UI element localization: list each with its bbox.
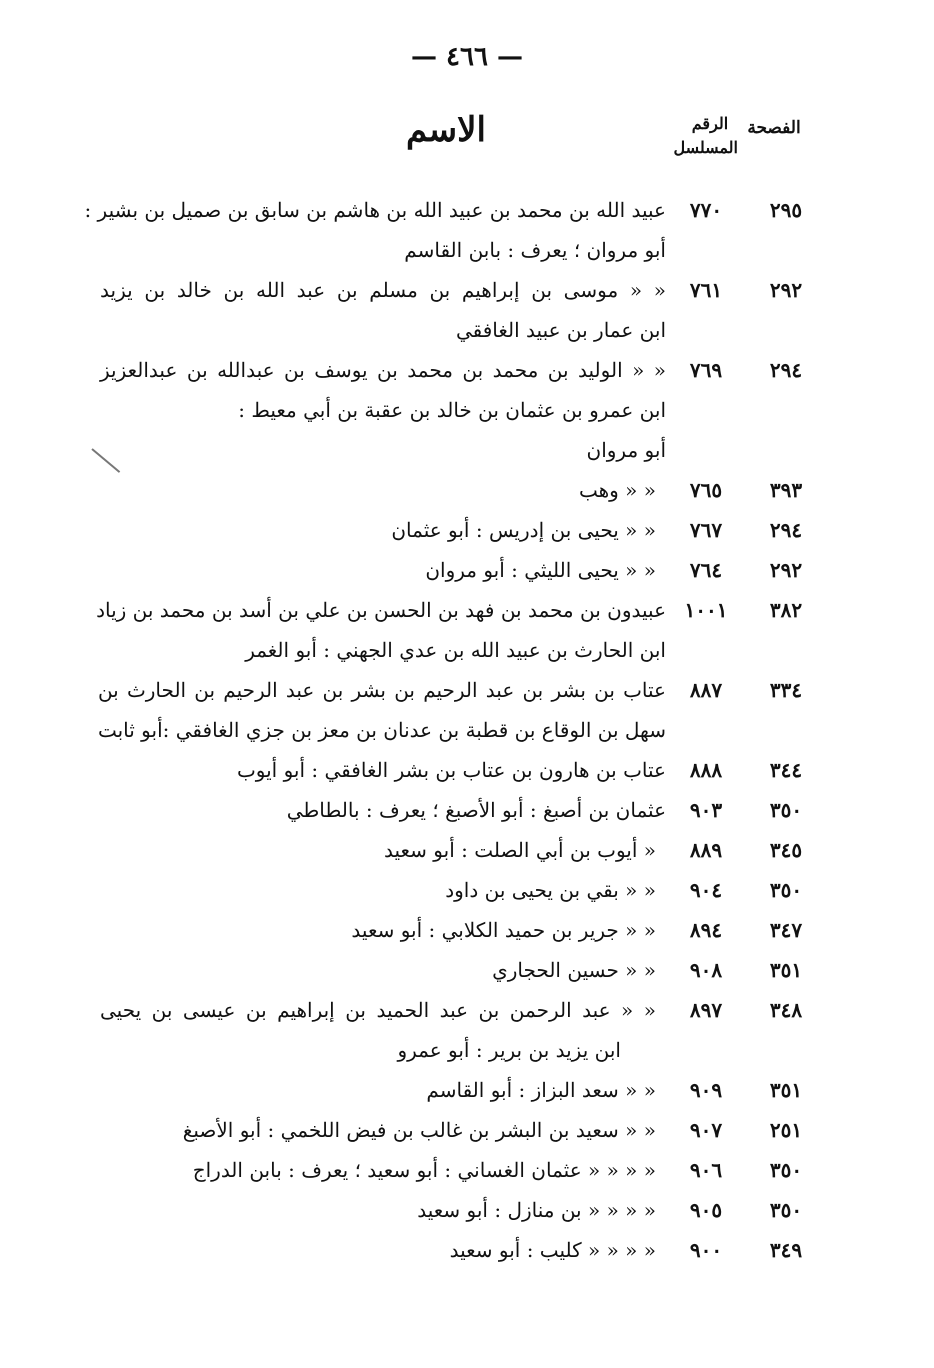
name-cell: [100, 350, 666, 470]
serial-cell: ٩٠٨: [689, 958, 723, 982]
name-line: ابن عمار بن عبيد الغافقي: [455, 318, 666, 342]
name-line: « « جرير بن حميد الكلابي : أبو سعيد: [351, 918, 656, 942]
serial-cell: ٧٦١: [689, 278, 723, 302]
page-cell: ٣٩٣: [769, 478, 803, 502]
serial-cell: ٩٠٧: [689, 1118, 723, 1142]
serial-cell: ٨٩٧: [689, 998, 723, 1022]
name-cell: [98, 670, 666, 750]
index-row: [100, 870, 826, 910]
name-line: « « سعيد بن البشر بن غالب بن فيض اللخمي : أبو الأصبغ: [182, 1118, 656, 1142]
page-cell: ٣٥٠: [769, 798, 803, 822]
page-cell: ٣٥١: [769, 1078, 803, 1102]
index-row: [100, 350, 826, 470]
name-line: أبو مروان: [586, 438, 666, 462]
name-line: « « « « عثمان الغساني : أبو سعيد ؛ يعرف : بابن الدراج: [192, 1158, 656, 1182]
name-cell: [96, 590, 666, 670]
page-cell: ٣٥١: [769, 958, 803, 982]
page-cell: ٢٩٢: [769, 278, 803, 302]
name-line: « « بقي بن يحيى بن داود: [445, 878, 656, 902]
index-row: [100, 270, 826, 350]
serial-cell: ٧٦٥: [689, 478, 723, 502]
name-line: « « الوليد بن محمد بن محمد بن يوسف بن عبدالله بن عبدالعزيز: [100, 358, 666, 382]
page-cell: ٢٥١: [769, 1118, 803, 1142]
name-cell: [100, 1110, 666, 1150]
index-row: [100, 1110, 826, 1150]
serial-cell: ٧٧٠: [689, 198, 723, 222]
page-cell: ٣٤٩: [769, 1238, 803, 1262]
name-cell: [100, 910, 666, 950]
name-line: « « وهب: [578, 478, 656, 502]
name-line: عبيد الله بن محمد بن عبيد الله بن هاشم بن سابق بن صميل بن بشير :: [84, 198, 666, 222]
page-cell: ٣٨٢: [769, 598, 803, 622]
name-cell: [100, 830, 666, 870]
index-row: [100, 1190, 826, 1230]
page-cell: ٢٩٤: [769, 358, 803, 382]
name-cell: [100, 1070, 666, 1110]
serial-cell: ٩٠٦: [689, 1158, 723, 1182]
name-line: « « يحيى بن إدريس : أبو عثمان: [391, 518, 656, 542]
column-header-page: الفصحة: [747, 118, 801, 138]
serial-cell: ٩٠٥: [689, 1198, 723, 1222]
name-line: « « يحيى الليثي : أبو مروان: [425, 558, 656, 582]
name-cell: [100, 270, 666, 350]
serial-cell: ٩٠٩: [689, 1078, 723, 1102]
name-cell: [100, 510, 666, 550]
index-row: [100, 550, 826, 590]
page-cell: ٣٥٠: [769, 1198, 803, 1222]
index-row: [100, 750, 826, 790]
name-cell: [100, 870, 666, 910]
column-header-serial-line2: المسلسل: [673, 138, 738, 157]
page-cell: ٣٤٥: [769, 838, 803, 862]
index-row: [100, 1150, 826, 1190]
index-row: [100, 790, 826, 830]
page-cell: ٣٣٤: [769, 678, 803, 702]
name-line: ابن يزيد بن برير : أبو عمرو: [397, 1038, 621, 1062]
page-cell: ٣٤٨: [769, 998, 803, 1022]
page-cell: ٣٥٠: [769, 1158, 803, 1182]
index-row: [100, 510, 826, 550]
column-header-serial: [673, 112, 738, 160]
name-line: عتاب بن بشر بن عبد الرحيم بن بشر بن عبد الرحيم بن الحارث بن: [97, 678, 666, 702]
name-line: عتاب بن هارون بن عتاب بن بشر الغافقي : أبو أيوب: [236, 758, 666, 782]
name-cell: [100, 750, 666, 790]
index-row: [100, 990, 826, 1070]
name-cell: [100, 470, 666, 510]
name-line: « « حسين الحجاري: [492, 958, 656, 982]
serial-cell: ٨٩٤: [689, 918, 723, 942]
name-cell: [100, 550, 666, 590]
index-row: [100, 1230, 826, 1270]
name-line: « « موسى بن إبراهيم بن مسلم بن عبد الله بن خالد بن يزيد: [100, 278, 666, 302]
serial-cell: ٩٠٣: [689, 798, 723, 822]
index-table: [84, 190, 826, 1270]
name-line: عثمان بن أصبغ : أبو الأصبغ ؛ يعرف : بالطاطي: [286, 798, 666, 822]
name-line: « « سعد البزاز : أبو القاسم: [426, 1078, 656, 1102]
name-cell: [100, 950, 666, 990]
name-line: عبيدون بن محمد بن فهد بن الحسن بن علي بن أسد بن محمد بن زياد: [96, 598, 666, 622]
serial-cell: ١٠٠١: [684, 598, 728, 622]
page-cell: ٢٩٥: [769, 198, 803, 222]
index-row: [97, 670, 826, 750]
name-line: « « « « بن منازل : أبو سعيد: [417, 1198, 656, 1222]
name-cell: [100, 990, 666, 1070]
serial-cell: ٨٨٩: [689, 838, 723, 862]
serial-cell: ٧٦٧: [689, 518, 723, 542]
index-row: [100, 910, 826, 950]
index-row: [84, 190, 826, 270]
index-row: [100, 950, 826, 990]
serial-cell: ٧٦٤: [689, 558, 723, 582]
name-line: سهل بن الوقاع بن قطبة بن عدنان بن معز بن جزي الغافقي :أبو ثابت: [97, 718, 666, 742]
name-cell: [100, 1230, 666, 1270]
index-row: [100, 470, 826, 510]
page-cell: ٣٥٠: [769, 878, 803, 902]
page-cell: ٣٤٤: [769, 758, 803, 782]
name-cell: [84, 190, 666, 270]
name-line: أبو مروان ؛ يعرف : بابن القاسم: [404, 238, 666, 262]
page-cell: ٣٤٧: [769, 918, 803, 942]
serial-cell: ٧٦٩: [689, 358, 723, 382]
name-line: ابن عمرو بن عثمان بن خالد بن عقبة بن أبي معيط :: [238, 398, 666, 422]
name-cell: [100, 790, 666, 830]
serial-cell: ٨٨٨: [689, 758, 723, 782]
index-row: [100, 1070, 826, 1110]
column-header-name: الاسم: [406, 110, 486, 150]
serial-cell: ٩٠٠: [689, 1238, 723, 1262]
name-cell: [100, 1150, 666, 1190]
index-row: [100, 830, 826, 870]
index-row: [96, 590, 826, 670]
name-cell: [100, 1190, 666, 1230]
page-cell: ٢٩٤: [769, 518, 803, 542]
page-cell: ٢٩٢: [769, 558, 803, 582]
name-line: « أيوب بن أبي الصلت : أبو سعيد: [384, 838, 656, 862]
name-line: « « عبد الرحمن بن عبد الحميد بن إبراهيم بن عيسى بن يحيى: [100, 998, 656, 1022]
column-header-serial-line1: الرقم: [691, 114, 729, 133]
serial-cell: ٨٨٧: [689, 678, 723, 702]
name-line: ابن الحارث بن عبيد الله بن عدي الجهني : أبو الغمر: [245, 638, 666, 662]
name-line: « « « « كليب : أبو سعيد: [449, 1238, 656, 1262]
serial-cell: ٩٠٤: [689, 878, 723, 902]
page-number: — ٤٦٦ —: [410, 42, 524, 72]
